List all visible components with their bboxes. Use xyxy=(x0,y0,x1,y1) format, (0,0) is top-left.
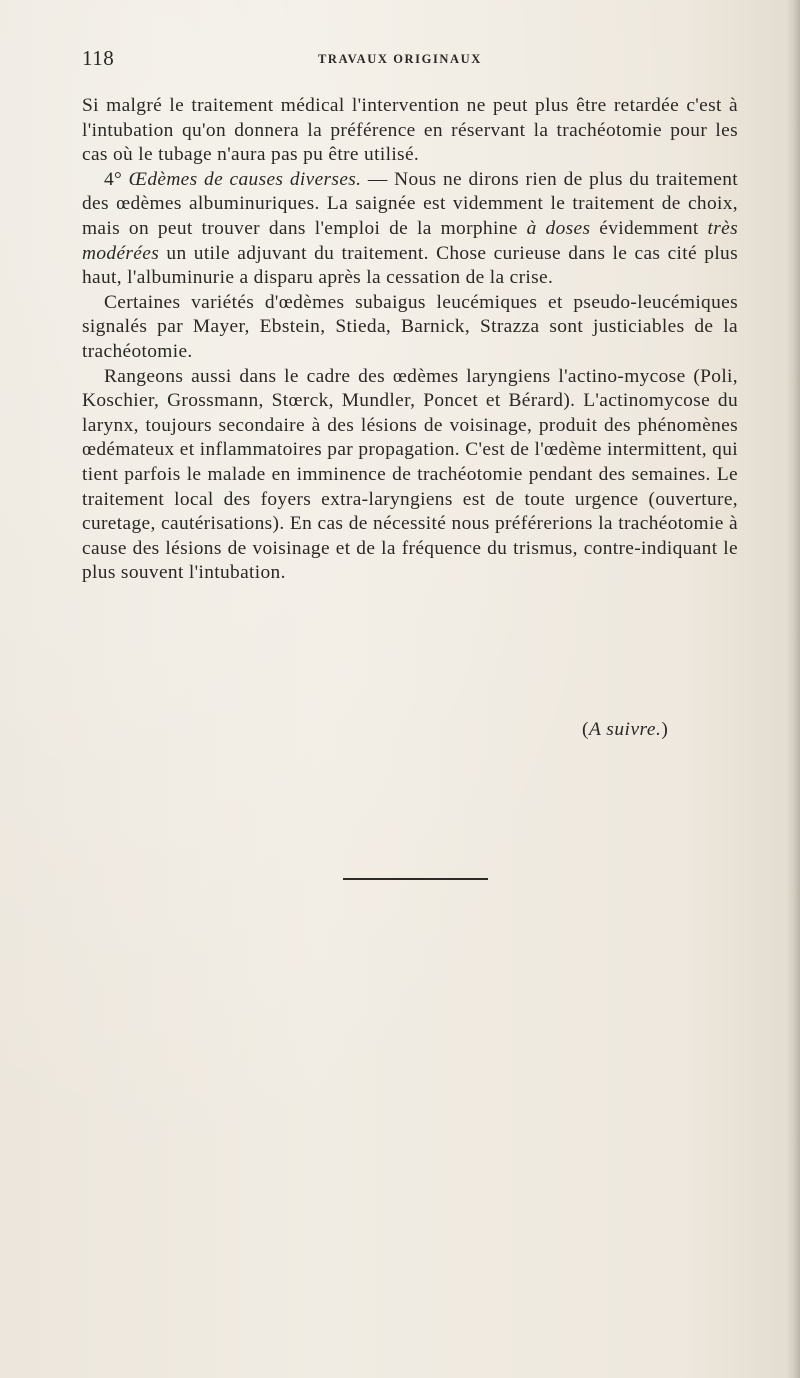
paragraph-text: évidemment xyxy=(590,217,708,239)
paragraph-actinomycose: Rangeons aussi dans le cadre des œdèmes laryngiens l'actino-mycose (Poli, Koschier, Grossmann, Stœrck, Mundler, Poncet et Bérard). L'actinomycose du larynx, toujours secondaire à des lésions de voisinage, produit des phénomènes œdémateux et inflammatoires par propagation. C'est de l'œdème intermittent, qui tient parfois le malade en imminence de trachéotomie pendant des semaines. Le traitement local des foyers extra-laryngiens est de toute urgence (ouverture, curetage, cautérisations). En cas de nécessité nous préférerions la trachéotomie à cause des lésions de voisinage et de la fréquence du trismus, contre-indiquant le plus souvent l'intubation. xyxy=(82,365,738,584)
paragraph-text: — Nous ne dirons rien de plus du traitement des œdèmes albuminuriques. La saignée est videmment le traitement de choix, mais on peut trouver dans l'emploi de la morphine xyxy=(82,168,739,239)
paragraph-text: un utile adjuvant du traitement. Chose curieuse dans le cas cité plus haut, l'albuminurie a disparu après la cessation de la crise. xyxy=(82,242,738,289)
page-edge-shadow xyxy=(786,0,800,1378)
paren-open: ( xyxy=(582,719,589,740)
page-number: 118 xyxy=(82,46,115,70)
article-body xyxy=(82,94,738,586)
page-header xyxy=(82,46,722,82)
a-suivre-text: A suivre. xyxy=(588,719,662,740)
paren-close: ) xyxy=(661,719,669,740)
paragraph-oedemes-causes-diverses xyxy=(82,168,738,291)
running-title: TRAVAUX ORIGINAUX xyxy=(318,52,482,66)
section-number: 4° xyxy=(104,168,123,190)
paragraph-intubation: Si malgré le traitement médical l'intervention ne peut plus être retardée c'est à l'intubation qu'on donnera la préférence en réservant la trachéotomie pour les cas où le tubage n'aura pas pu être utilisé. xyxy=(82,95,738,166)
emphasis-tres-moderees: très modérées xyxy=(82,217,738,264)
a-suivre-note xyxy=(582,719,668,741)
section-heading: Œdèmes de causes diverses. xyxy=(128,168,362,190)
paragraph-leucemiques: Certaines variétés d'œdèmes subaigus leucémiques et pseudo-leucémiques signalés par Mayer, Ebstein, Stieda, Barnick, Strazza sont justiciables de la trachéotomie. xyxy=(82,291,738,362)
emphasis-doses: à doses xyxy=(526,217,591,239)
end-rule xyxy=(343,878,488,880)
